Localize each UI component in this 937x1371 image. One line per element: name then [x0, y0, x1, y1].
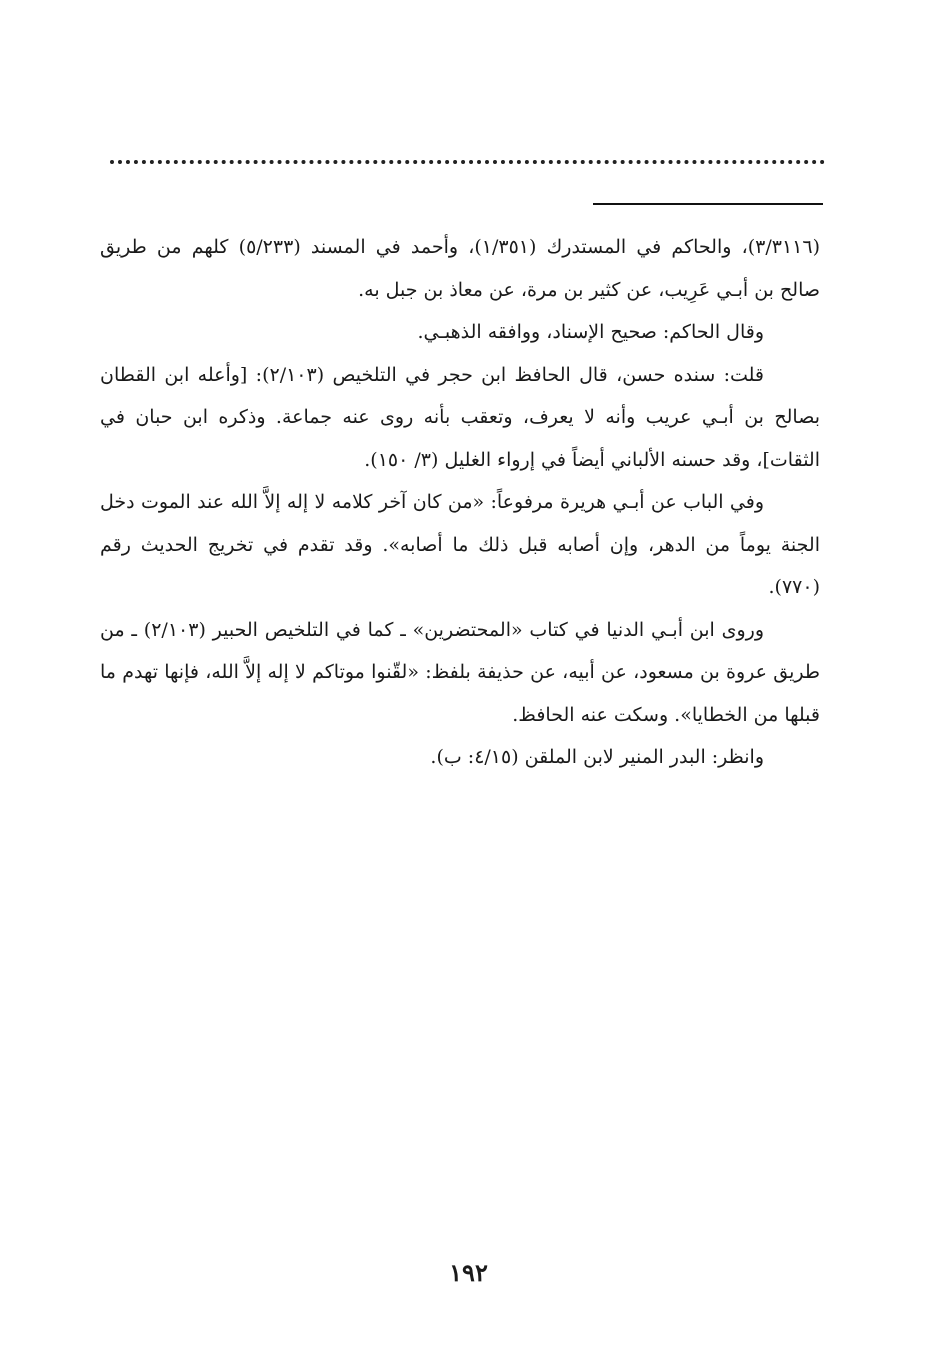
footnote-paragraph-5: وروى ابن أبـي الدنيا في كتاب «المحتضرين» ـ كما في التلخيص الحبير (٢/١٠٣) ـ من طريق عروة بن مسعود، عن أبيه، عن حذيفة بلفظ: «لقّنوا موتاكم لا إله إلاَّ الله، فإنها تهدم ما قبلها من الخطايا». وسكت عنه الحافظ. [100, 618, 820, 726]
footnote-paragraph-2: وقال الحاكم: صحيح الإسناد، ووافقه الذهبـي. [417, 321, 764, 343]
footnotes-block [100, 226, 820, 779]
footnote-paragraph-4: وفي الباب عن أبـي هريرة مرفوعاً: «من كان آخر كلامه لا إله إلاَّ الله عند الموت دخل الجنة يوماً من الدهر، وإن أصابه قبل ذلك ما أصابه». وقد تقدم في تخريج الحديث رقم (٧٧٠). [100, 491, 820, 598]
ellipsis-divider [110, 150, 825, 164]
page-number: ١٩٢ [449, 1258, 488, 1287]
footnote-paragraph-3: قلت: سنده حسن، قال الحافظ ابن حجر في التلخيص (٢/١٠٣): [وأعله ابن القطان بصالح بن أبـي عريب وأنه لا يعرف، وتعقب بأنه روى عنه جماعة. وذكره ابن حبان في الثقات]، وقد حسنه الألباني أيضاً في إرواء الغليل (٣/ ١٥٠). [100, 363, 820, 471]
footnote-separator-line [593, 203, 823, 205]
footnote-paragraph-1: (٣/٣١١٦)، والحاكم في المستدرك (١/٣٥١)، وأحمد في المسند (٥/٢٣٣) كلهم من طريق صالح بن أبـي عَرِيب، عن كثير بن مرة، عن معاذ بن جبل به. [100, 236, 820, 301]
footnote-paragraph-6: وانظر: البدر المنير لابن الملقن (٤/١٥: ب). [430, 746, 764, 768]
